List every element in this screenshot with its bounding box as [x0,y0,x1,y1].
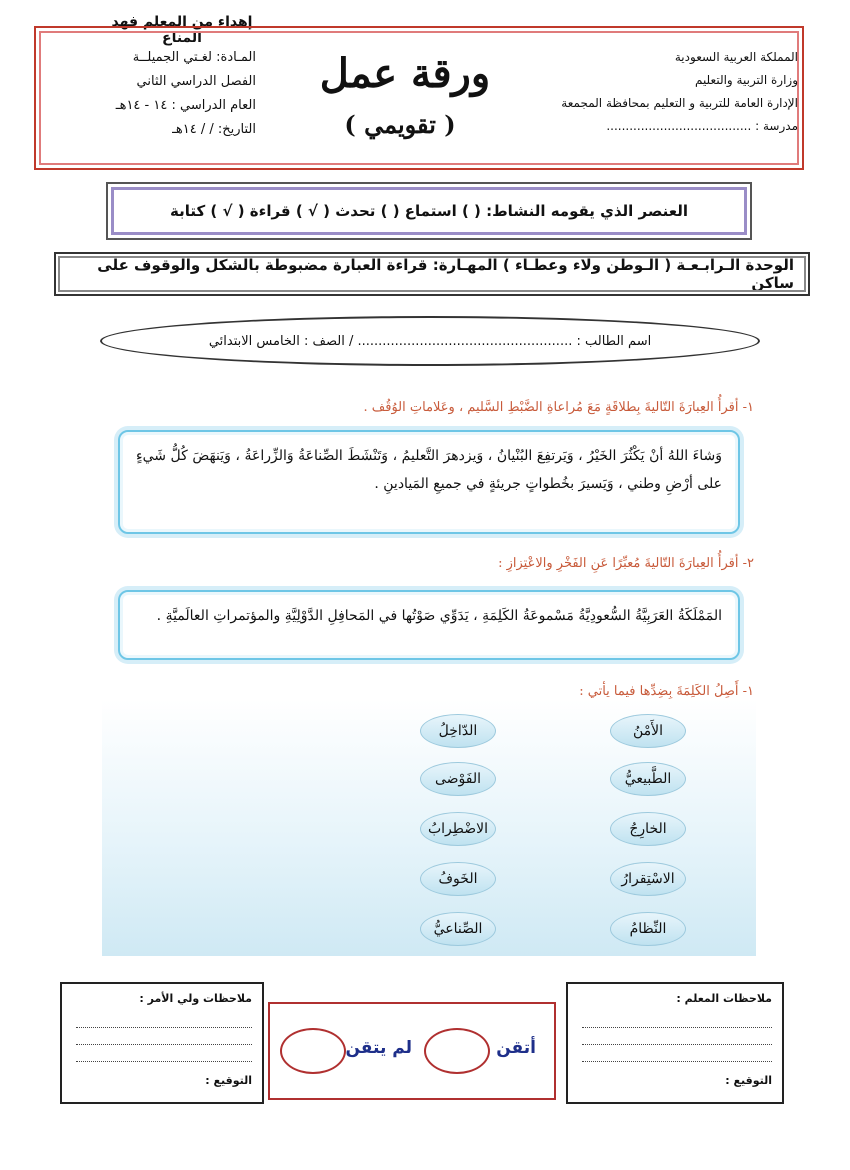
teacher-notes-line[interactable] [582,1028,772,1045]
teacher-notes-line[interactable] [582,1045,772,1062]
question-3-title: ١- أَصِلُ الكَلِمَةَ بِضِدِّها فيما يأتي : [579,684,754,699]
question-1-title: ١- أقرأُ العِبارَةَ التّاليةَ بِطلاقَةٍ مَعَ مُراعاةِ الضَّبْطِ السَّليم ، وعَلاماتِ الوُقُف . [363,400,754,415]
word-left-1[interactable]: الدّاخِلُ [420,714,496,748]
word-right-3[interactable]: الخارِجُ [610,812,686,846]
passage-1-text: وَشاءَ اللهُ أنْ يَكْثُرَ الخَيْرُ ، وَيَرتفِعَ البُنْيانُ ، وَيزدهرَ التَّعليمُ ، وَتَنْشَطَ الصِّناعَةُ وَالزِّراعَةُ ، وَيَنهَضَ كُلُّ شَيءٍ على أرْضِ وطني ، وَيَسيرَ بخُطواتٍ جريئةٍ في جميعِ المَيادينِ . [136,448,722,492]
teacher-signature-label: التوقيع : [725,1074,772,1087]
teacher-notes-line[interactable] [582,1011,772,1028]
teacher-notes-box [566,982,784,1104]
page-subtitle: ( تقويمي ) [344,110,456,139]
mastered-label: أتقن [496,1038,536,1058]
word-left-2[interactable]: الفَوْضى [420,762,496,796]
directorate-line: الإدارة العامة للتربية و التعليم بمحافظة المجمعة [561,96,798,110]
word-left-4[interactable]: الخَوفُ [420,862,496,896]
activity-box [106,182,752,240]
parent-signature-label: التوقيع : [205,1074,252,1087]
subject-line: المـادة: لغـتي الجميلــة [132,50,256,65]
activity-text: العنصر الذي يقومه النشاط: ( ) استماع ( ) تحدث ( √ ) قراءة ( √ ) كتابة [169,202,689,220]
word-right-4[interactable]: الاسْتِقرارُ [610,862,686,896]
student-info [100,316,760,366]
teacher-notes-label: ملاحظات المعلم : [676,992,772,1005]
student-text: اسم الطالب : .................................................... / الصف : الخامس الابتدائي [208,333,652,349]
year-line: العام الدراسي : ١٤ - ١٤هـ [115,98,256,113]
passage-1 [118,430,740,534]
header-left [56,46,256,142]
skill-box [54,252,810,296]
page-title: ورقة عمل [319,50,491,97]
parent-notes-line[interactable] [76,1045,252,1062]
school-line: مدرسة : ...................................... [606,119,798,133]
parent-notes-line[interactable] [76,1011,252,1028]
not-mastered-label: لم يتقن [345,1038,412,1058]
header-right [518,46,798,138]
ministry-line: وزارة التربية والتعليم [694,73,798,87]
word-right-1[interactable]: الأَمْنُ [610,714,686,748]
not-mastered-circle[interactable] [280,1028,346,1074]
parent-notes-box [60,982,264,1104]
word-left-5[interactable]: الصِّناعيُّ [420,912,496,946]
word-right-5[interactable]: النِّظامُ [610,912,686,946]
date-line: التاريخ: / / ١٤هـ [172,122,256,137]
mastered-circle[interactable] [424,1028,490,1074]
semester-line: الفصل الدراسي الثاني [136,74,256,89]
mastery-box [268,1002,556,1100]
passage-2-text: المَمْلَكَةُ العَرَبِيَّةُ السُّعودِيَّةُ مَسْموعَةُ الكَلِمَةِ ، يَدَوِّي صَوْتُها في المَحافِلِ الدَّوْلِيَّةِ والمؤتمراتِ العالَميَّةِ . [156,608,722,624]
word-right-2[interactable]: الطَّبيعيُّ [610,762,686,796]
parent-notes-label: ملاحظات ولي الأمر : [139,992,252,1005]
country-line: المملكة العربية السعودية [674,50,798,64]
passage-2 [118,590,740,660]
word-left-3[interactable]: الاضْطِرابُ [420,812,496,846]
skill-text: الوحدة الـرابـعـة ( الـوطن ولاء وعطـاء ) المهـارة: قراءة العبارة مضبوطة بالشكل والوقوف على ساكن [97,256,794,292]
dedication: إهداء من المعلم فهد المناع [111,14,253,46]
parent-notes-line[interactable] [76,1028,252,1045]
question-2-title: ٢- أقرأُ العِبارَةَ التّاليةَ مُعبِّرًا عَنِ الفَخْرِ والاعْتِزازِ : [498,556,754,571]
